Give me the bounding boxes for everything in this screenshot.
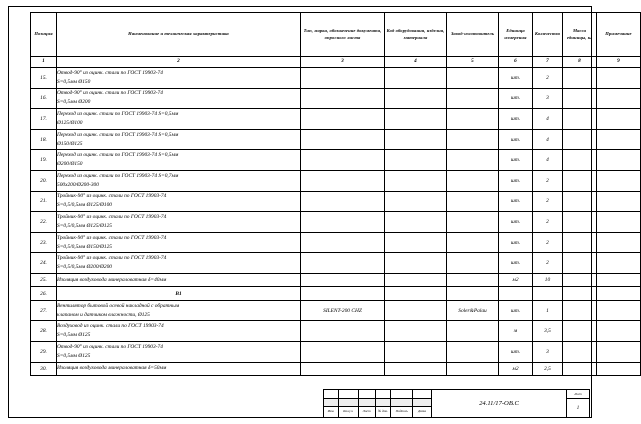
- title-block: [323, 389, 590, 418]
- title-block-revision-grid: [324, 390, 432, 417]
- cell-name-line2: S=0,5/0,5мм Ø150/Ø125: [57, 243, 112, 250]
- cell-note: [597, 300, 641, 321]
- cell-name: [57, 321, 301, 342]
- cell-quantity: 3: [533, 88, 563, 109]
- cell-quantity: [533, 287, 563, 300]
- cell-name-line1: Переход из оцинк. стали по ГОСТ 19903-74 S=0,5мм: [57, 152, 179, 159]
- colnum-1: 1: [31, 57, 57, 68]
- cell-note: [597, 287, 641, 300]
- cell-position: 21.: [31, 191, 57, 212]
- cell-name-line2: S=0,5/0,5мм Ø125/Ø100: [57, 202, 112, 209]
- cell-mass: [563, 273, 597, 286]
- cell-mass: [563, 212, 597, 233]
- cell-note: [597, 232, 641, 253]
- cell-quantity: 3,5: [533, 321, 563, 342]
- cell-name-line2: S=0,5/0,5мм Ø125/Ø125: [57, 222, 112, 229]
- cell-position: 29.: [31, 341, 57, 362]
- cell-code: [385, 232, 447, 253]
- cell-note: [597, 68, 641, 89]
- cell-unit: м2: [499, 273, 533, 286]
- table-row: [31, 287, 641, 300]
- table-row: [31, 88, 641, 109]
- cell-mass: [563, 253, 597, 274]
- cell-name-line1: Тройник-90° из оцинк. стали по ГОСТ 19903-74: [57, 234, 167, 241]
- cell-note: [597, 341, 641, 362]
- cell-quantity: 4: [533, 109, 563, 130]
- cell-name-line2: клапаном и датчиком влажности, Ø125: [57, 311, 150, 318]
- sheet-code: 24.11/17-ОВ.С: [432, 390, 567, 417]
- cell-position: 20.: [31, 170, 57, 191]
- table-row: [31, 129, 641, 150]
- cell-code: [385, 253, 447, 274]
- revision-cell-list-mid: [359, 399, 376, 406]
- header-unit: Единица измерения: [499, 13, 533, 57]
- revision-cell-izm-mid: [324, 399, 339, 406]
- revision-cell-data-mid: [413, 399, 431, 406]
- cell-unit: шт.: [499, 253, 533, 274]
- cell-type: [301, 170, 385, 191]
- revision-cell-data-top: [413, 390, 431, 398]
- cell-quantity: 10: [533, 273, 563, 286]
- cell-type: [301, 109, 385, 130]
- cell-name: [57, 362, 301, 375]
- cell-quantity: 2,5: [533, 362, 563, 375]
- cell-unit: шт.: [499, 88, 533, 109]
- cell-note: [597, 191, 641, 212]
- cell-unit: шт.: [499, 300, 533, 321]
- cell-unit: шт.: [499, 341, 533, 362]
- cell-unit: м: [499, 321, 533, 342]
- cell-manufacturer: [447, 109, 499, 130]
- sheet-number-label: Лист: [567, 390, 589, 399]
- cell-mass: [563, 287, 597, 300]
- cell-type: [301, 287, 385, 300]
- cell-name: [57, 150, 301, 171]
- cell-mass: [563, 150, 597, 171]
- table-row: [31, 150, 641, 171]
- table-row: [31, 232, 641, 253]
- revision-cell-koluch-mid: [339, 399, 359, 406]
- colnum-5: 5: [447, 57, 499, 68]
- header-name: Наименование и техническая характеристика: [57, 13, 301, 57]
- cell-type: [301, 321, 385, 342]
- cell-name-line1: Отвод-90° из оцинк. стали по ГОСТ 19903-74: [57, 90, 163, 97]
- cell-name: [57, 341, 301, 362]
- header-code: Код оборудования, изделия, материала: [385, 13, 447, 57]
- cell-mass: [563, 170, 597, 191]
- cell-note: [597, 129, 641, 150]
- cell-name: [57, 253, 301, 274]
- cell-type: [301, 150, 385, 171]
- cell-manufacturer: [447, 253, 499, 274]
- cell-position: 24.: [31, 253, 57, 274]
- cell-manufacturer: [447, 191, 499, 212]
- cell-name-line2: Ø150/Ø125: [57, 140, 83, 147]
- revision-label-row: [324, 407, 431, 417]
- cell-position: 23.: [31, 232, 57, 253]
- cell-name-line2: Ø200/Ø150: [57, 161, 83, 168]
- cell-name-line1: Вентилятор бытовой осевой накладной с обратным: [57, 302, 180, 309]
- cell-quantity: 3: [533, 341, 563, 362]
- cell-type: [301, 341, 385, 362]
- cell-mass: [563, 109, 597, 130]
- cell-code: [385, 362, 447, 375]
- cell-name-line1: Отвод-90° из оцинк. стали по ГОСТ 19903-74: [57, 343, 163, 350]
- cell-position: 16.: [31, 88, 57, 109]
- cell-name-line1: Изоляция воздуховода минераловатная δ=50мм: [57, 365, 167, 372]
- cell-type: [301, 212, 385, 233]
- cell-name-line2: S=0,5/0,5мм Ø200/Ø200: [57, 264, 112, 271]
- cell-manufacturer: [447, 88, 499, 109]
- cell-quantity: 1: [533, 300, 563, 321]
- cell-position: 30.: [31, 362, 57, 375]
- cell-name-line2: S=0,5мм Ø125: [57, 332, 91, 339]
- cell-quantity: 4: [533, 150, 563, 171]
- header-position: Позиция: [31, 13, 57, 57]
- header-mass: Масса единицы, кг: [563, 13, 597, 57]
- cell-name-line1: Изоляция воздуховода минераловатная δ=40мм: [57, 276, 167, 283]
- cell-manufacturer: [447, 341, 499, 362]
- table-row: [31, 191, 641, 212]
- cell-name: [57, 300, 301, 321]
- colnum-3: 3: [301, 57, 385, 68]
- header-quantity: Количество: [533, 13, 563, 57]
- cell-note: [597, 170, 641, 191]
- cell-name-line1: Отвод-90° из оцинк. стали по ГОСТ 19903-74: [57, 69, 163, 76]
- cell-manufacturer: [447, 232, 499, 253]
- revision-label-list: Лист: [359, 407, 376, 417]
- cell-code: [385, 170, 447, 191]
- cell-name: [57, 191, 301, 212]
- cell-position: 25.: [31, 273, 57, 286]
- header-row: [31, 13, 641, 57]
- cell-name: [57, 232, 301, 253]
- cell-type: [301, 129, 385, 150]
- cell-unit: шт.: [499, 129, 533, 150]
- cell-code: [385, 212, 447, 233]
- cell-name-line1: Тройник-90° из оцинк. стали по ГОСТ 19903-74: [57, 255, 167, 262]
- column-number-row: [31, 57, 641, 68]
- cell-manufacturer: [447, 170, 499, 191]
- cell-section-heading: В1: [57, 287, 301, 300]
- cell-position: 19.: [31, 150, 57, 171]
- cell-quantity: 2: [533, 191, 563, 212]
- cell-code: [385, 109, 447, 130]
- cell-type: [301, 191, 385, 212]
- cell-name-line1: Тройник-90° из оцинк. стали по ГОСТ 19903-74: [57, 214, 167, 221]
- cell-type: SILENT-200 CHZ: [301, 300, 385, 321]
- cell-mass: [563, 341, 597, 362]
- cell-code: [385, 129, 447, 150]
- colnum-2: 2: [57, 57, 301, 68]
- colnum-4: 4: [385, 57, 447, 68]
- table-row: [31, 68, 641, 89]
- cell-manufacturer: [447, 212, 499, 233]
- cell-unit: шт.: [499, 212, 533, 233]
- cell-unit: м2: [499, 362, 533, 375]
- colnum-6: 6: [499, 57, 533, 68]
- cell-quantity: 2: [533, 232, 563, 253]
- cell-name: [57, 109, 301, 130]
- cell-code: [385, 88, 447, 109]
- specification-table-container: [30, 12, 632, 376]
- cell-position: 26.: [31, 287, 57, 300]
- cell-manufacturer: [447, 129, 499, 150]
- cell-note: [597, 273, 641, 286]
- cell-name-line1: Переход из оцинк. стали по ГОСТ 19903-74 S=0,5мм: [57, 111, 179, 118]
- cell-name-line1: Переход из оцинк. стали по ГОСТ 19903-74 S=0,5мм: [57, 131, 179, 138]
- table-row: [31, 170, 641, 191]
- cell-position: 17.: [31, 109, 57, 130]
- cell-name: [57, 88, 301, 109]
- revision-label-koluch: Кол.уч.: [339, 407, 359, 417]
- cell-name-line2: S=0,5мм Ø150: [57, 78, 91, 85]
- cell-note: [597, 212, 641, 233]
- cell-manufacturer: [447, 150, 499, 171]
- revision-cell-izm-top: [324, 390, 339, 398]
- table-body: [31, 68, 641, 376]
- cell-note: [597, 150, 641, 171]
- table-row: [31, 321, 641, 342]
- cell-mass: [563, 88, 597, 109]
- cell-note: [597, 321, 641, 342]
- cell-mass: [563, 129, 597, 150]
- revision-cell-ndok-mid: [376, 399, 392, 406]
- cell-type: [301, 273, 385, 286]
- revision-cell-koluch-top: [339, 390, 359, 398]
- table-row: [31, 109, 641, 130]
- cell-quantity: 2: [533, 253, 563, 274]
- revision-row-empty-top: [324, 390, 431, 399]
- header-note: Примечание: [597, 13, 641, 57]
- cell-manufacturer: Soler&Palau: [447, 300, 499, 321]
- colnum-7: 7: [533, 57, 563, 68]
- cell-unit: шт.: [499, 150, 533, 171]
- cell-position: 22.: [31, 212, 57, 233]
- cell-mass: [563, 300, 597, 321]
- cell-type: [301, 362, 385, 375]
- cell-code: [385, 273, 447, 286]
- cell-note: [597, 362, 641, 375]
- cell-name-line1: Тройник-90° из оцинк. стали по ГОСТ 19903-74: [57, 193, 167, 200]
- cell-mass: [563, 191, 597, 212]
- table-row: [31, 253, 641, 274]
- cell-name-line2: S=0,5мм Ø200: [57, 99, 91, 106]
- revision-label-data: Дата: [418, 409, 427, 413]
- cell-quantity: 4: [533, 129, 563, 150]
- cell-mass: [563, 321, 597, 342]
- cell-unit: шт.: [499, 170, 533, 191]
- table-row: [31, 362, 641, 375]
- cell-note: [597, 253, 641, 274]
- cell-manufacturer: [447, 273, 499, 286]
- sheet-number-block: [567, 390, 589, 417]
- cell-quantity: 2: [533, 170, 563, 191]
- table-row: [31, 273, 641, 286]
- cell-code: [385, 300, 447, 321]
- cell-unit: шт.: [499, 109, 533, 130]
- cell-unit: [499, 287, 533, 300]
- revision-cell-ndok-top: [376, 390, 392, 398]
- cell-position: 28.: [31, 321, 57, 342]
- cell-position: 15.: [31, 68, 57, 89]
- cell-name: [57, 170, 301, 191]
- cell-type: [301, 253, 385, 274]
- cell-name-line2: S=0,5мм Ø125: [57, 352, 91, 359]
- cell-name: [57, 129, 301, 150]
- cell-unit: шт.: [499, 232, 533, 253]
- cell-name-line2: 500x200/Ø200-300: [57, 181, 99, 188]
- cell-manufacturer: [447, 287, 499, 300]
- specification-table: [30, 12, 641, 376]
- table-row: [31, 300, 641, 321]
- header-type: Тип, марка, обозначение документа, опросного листа: [301, 13, 385, 57]
- cell-quantity: 2: [533, 212, 563, 233]
- cell-type: [301, 68, 385, 89]
- cell-name-line1: Переход из оцинк. стали по ГОСТ 19903-74 S=0,7мм: [57, 172, 179, 179]
- revision-cell-podpis-top: [391, 390, 413, 398]
- cell-unit: шт.: [499, 68, 533, 89]
- revision-label-podpis: Подпись: [391, 407, 413, 417]
- table-row: [31, 341, 641, 362]
- cell-name: [57, 212, 301, 233]
- cell-note: [597, 88, 641, 109]
- cell-name-line2: Ø125/Ø100: [57, 119, 83, 126]
- sheet-number-value: 1: [576, 405, 580, 411]
- cell-manufacturer: [447, 68, 499, 89]
- cell-name: [57, 68, 301, 89]
- colnum-8: 8: [563, 57, 597, 68]
- cell-mass: [563, 68, 597, 89]
- cell-mass: [563, 362, 597, 375]
- revision-label-izm: Изм.: [324, 407, 339, 417]
- header-manufacturer: Завод-изготовитель: [447, 13, 499, 57]
- cell-unit: шт.: [499, 191, 533, 212]
- table-header: [31, 13, 641, 68]
- cell-code: [385, 150, 447, 171]
- cell-quantity: 2: [533, 68, 563, 89]
- cell-type: [301, 88, 385, 109]
- cell-mass: [563, 232, 597, 253]
- cell-name: [57, 273, 301, 286]
- revision-cell-list-top: [359, 390, 376, 398]
- cell-note: [597, 109, 641, 130]
- cell-code: [385, 68, 447, 89]
- cell-code: [385, 191, 447, 212]
- table-row: [31, 212, 641, 233]
- cell-code: [385, 341, 447, 362]
- cell-manufacturer: [447, 362, 499, 375]
- revision-row-empty-mid: [324, 399, 431, 407]
- colnum-9: 9: [597, 57, 641, 68]
- cell-type: [301, 232, 385, 253]
- cell-manufacturer: [447, 321, 499, 342]
- cell-position: 18.: [31, 129, 57, 150]
- cell-code: [385, 287, 447, 300]
- revision-label-ndok: № док.: [376, 407, 392, 417]
- cell-position: 27.: [31, 300, 57, 321]
- revision-cell-podpis-mid: [391, 399, 413, 406]
- cell-name-line1: Воздуховод из оцинк. стали по ГОСТ 19903-74: [57, 323, 164, 330]
- cell-code: [385, 321, 447, 342]
